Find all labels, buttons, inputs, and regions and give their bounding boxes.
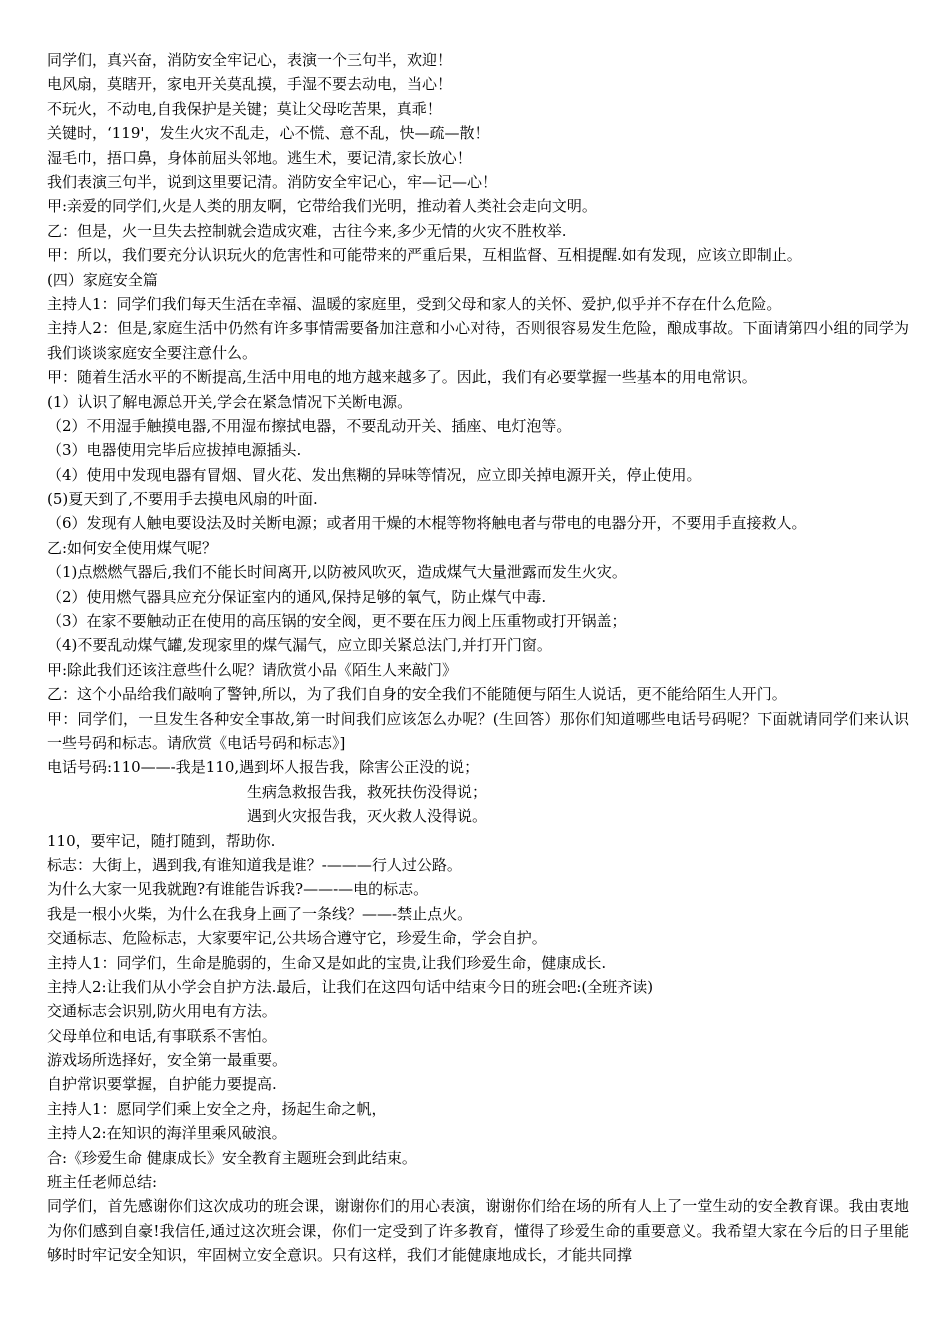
jia-paragraph: 甲：同学们，一旦发生各种安全事故,第一时间我们应该怎么办呢？(生回答）那你们知道哪些电话号码呢？下面就请同学们来认识一些号码和标志。请欣赏《电话号码和标志》] [47,709,909,752]
text-line: 甲：所以，我们要充分认识玩火的危害性和可能带来的严重后果，互相监督、互相提醒.如有发现，应该立即制止。 [47,246,802,265]
text-line: 交通标志会识别,防火用电有方法。 [47,1002,277,1021]
list-item: （2）不用湿手触摸电器,不用湿布擦拭电器，不要乱动开关、插座、电灯泡等。 [47,416,572,435]
text-line: 乙：但是，火一旦失去控制就会造成灾难，古往今来,多少无情的火灾不胜枚举. [47,221,567,240]
text-line: 主持人1：同学们，生命是脆弱的，生命又是如此的宝贵,让我们珍爱生命，健康成长. [47,953,607,972]
list-item: （1)点燃燃气器后,我们不能长时间离开,以防被风吹灭，造成煤气大量泄露而发生火灾。 [47,563,627,582]
text-line: 交通标志、危险标志，大家要牢记,公共场合遵守它，珍爱生命，学会自护。 [47,929,547,948]
text-line: 甲:亲爱的同学们,火是人类的朋友啊，它带给我们光明，推动着人类社会走向文明。 [47,197,597,216]
text-line: 游戏场所选择好，安全第一最重要。 [47,1051,288,1070]
text-line: 父母单位和电话,有事联系不害怕。 [47,1026,277,1045]
text-line: 主持人1：同学们我们每天生活在幸福、温暖的家庭里，受到父母和家人的关怀、爱护,似乎并不存在什么危险。 [47,294,782,313]
host2-paragraph: 主持人2：但是,家庭生活中仍然有许多事情需要备加注意和小心对待，否则很容易发生危险，酿成事故。下面请第四小组的同学为我们谈谈家庭安全要注意什么。 [47,319,909,362]
text-line: 自护常识要掌握，自护能力要提高. [47,1075,277,1094]
text-line: 不玩火，不动电,自我保护是关键；莫让父母吃苦果，真乖！ [47,99,442,118]
list-item: (1）认识了解电源总开关,学会在紧急情况下关断电源。 [47,392,413,411]
text-line: 我是一根小火柴，为什么在我身上画了一条线？——-禁止点火。 [47,904,473,923]
phone-indent-line: 生病急救报告我，救死扶伤没得说； [247,782,488,801]
document-page [47,48,909,1268]
text-line: 主持人2:在知识的海洋里乘风破浪。 [47,1124,287,1143]
text-line: 电风扇，莫瞎开，家电开关莫乱摸，手湿不要去动电，当心！ [47,75,453,94]
text-line: 主持人1：愿同学们乘上安全之舟，扬起生命之帆， [47,1099,387,1118]
list-item: （3）在家不要触动正在使用的高压锅的安全阀，更不要在压力阀上压重物或打开锅盖； [47,612,627,631]
text-line: 乙:如何安全使用煤气呢？ [47,538,218,557]
text-line: 班主任老师总结: [47,1173,158,1192]
list-item: （6）发现有人触电要设法及时关断电源；或者用干燥的木棍等物将触电者与带电的电器分开，不要用手直接救人。 [47,514,807,533]
phone-indent-line: 遇到火灾报告我，灭火救人没得说。 [247,807,488,826]
list-item: (5)夏天到了,不要用手去摸电风扇的叶面. [47,490,318,509]
text-line: 110，要牢记，随打随到，帮助你. [47,831,276,850]
text-line: 同学们，真兴奋，消防安全牢记心，表演一个三句半，欢迎！ [47,51,453,69]
text-line: 我们表演三句半，说到这里要记清。消防安全牢记心，牢—记—心！ [47,172,498,191]
text-line: 湿毛巾，捂口鼻，身体前屈头邻地。逃生术，要记清,家长放心！ [47,148,472,167]
text-line: 甲:除此我们还该注意些什么呢？请欣赏小品《陌生人来敲门》 [47,660,458,679]
text-line: 甲：随着生活水平的不断提高,生活中用电的地方越来越多了。因此，我们有必要掌握一些基本的用电常识。 [47,368,757,387]
text-line: 关键时，‘119'，发生火灾不乱走，心不慌、意不乱，快—疏—散！ [47,124,490,143]
text-line: 合:《珍爱生命 健康成长》安全教育主题班会到此结束。 [47,1148,417,1167]
text-line: 标志：大街上，遇到我,有谁知道我是谁？-———行人过公路。 [47,855,462,874]
teacher-summary-paragraph: 同学们，首先感谢你们这次成功的班会课，谢谢你们的用心表演，谢谢你们给在场的所有人上了一堂生动的安全教育课。我由衷地为你们感到自豪!我信任,通过这次班会课，你们一定受到了许多教育，懂得了珍爱生命的重要意义。我希望大家在今后的日子里能够时时牢记安全知识，牢固树立安全意识。只有这样，我们才能健康地成长，才能共同撑 [47,1197,909,1265]
list-item: （4)不要乱动煤气罐,发现家里的煤气漏气，应立即关紧总法门,并打开门窗。 [47,636,552,655]
list-item: （2）使用燃气器具应充分保证室内的通风,保持足够的氧气，防止煤气中毒. [47,587,547,606]
section-heading: (四）家庭安全篇 [47,270,158,289]
phone-line: 电话号码:110——-我是110,遇到坏人报告我，除害公正没的说； [47,758,480,777]
text-line: 乙：这个小品给我们敲响了警钟,所以，为了我们自身的安全我们不能随便与陌生人说话，更不能给陌生人开门。 [47,685,787,704]
list-item: （4）使用中发现电器有冒烟、冒火花、发出焦糊的异味等情况，应立即关掉电源开关，停止使用。 [47,465,702,484]
text-line: 为什么大家一见我就跑?有谁能告诉我?——-—电的标志。 [47,880,429,899]
list-item: （3）电器使用完毕后应拔掉电源插头. [47,441,302,460]
text-line: 主持人2:让我们从小学会自护方法.最后，让我们在这四句话中结束今日的班会吧:(全班齐读) [47,977,654,996]
